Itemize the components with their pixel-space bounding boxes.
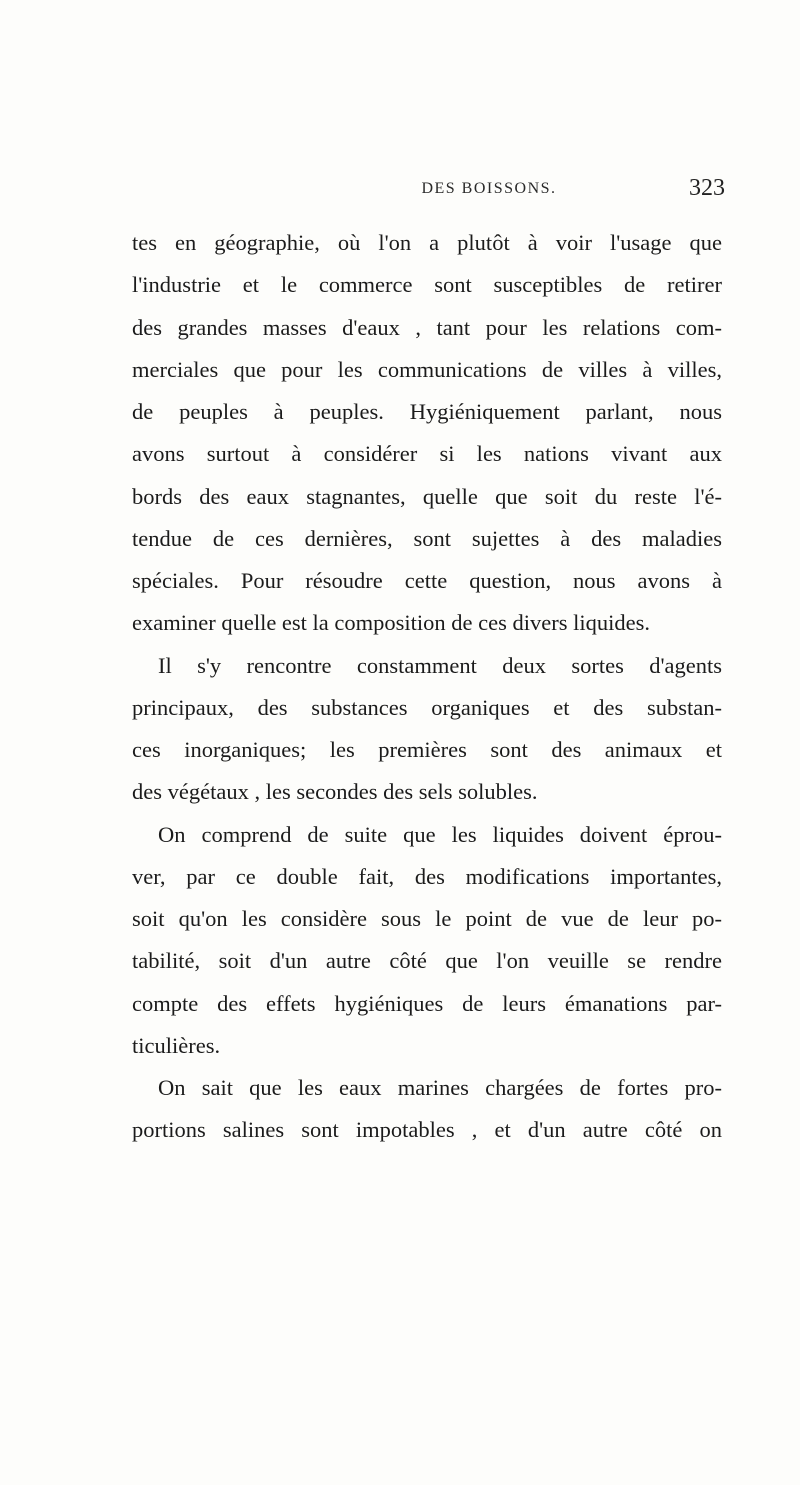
text-line: spéciales. Pour résoudre cette question, nous avons à (132, 568, 722, 593)
text-line: principaux, des substances organiques et des substan- (132, 694, 722, 720)
text-line: tes en géographie, où l'on a plutôt à voir l'usage que (132, 230, 722, 255)
text-line: merciales que pour les communications de villes à villes, (132, 356, 722, 382)
text-line: avons surtout à considérer si les nations vivant aux (132, 441, 722, 467)
text-line: Il s'y rencontre constamment deux sortes d'agents (158, 652, 722, 678)
body-text (132, 222, 722, 1152)
text-line: de peuples à peuples. Hygiéniquement parlant, nous (132, 399, 722, 424)
text-line: On comprend de suite que les liquides doivent éprou- (158, 821, 722, 847)
text-line: bords des eaux stagnantes, quelle que soit du reste l'é- (132, 483, 722, 509)
text-line: ces inorganiques; les premières sont des animaux et (132, 737, 722, 762)
text-line: l'industrie et le commerce sont susceptibles de retirer (132, 272, 722, 298)
text-line: des végétaux , les secondes des sels solubles. (132, 779, 538, 805)
text-line: compte des effets hygiéniques de leurs émanations par- (132, 990, 722, 1016)
text-line: tendue de ces dernières, sont sujettes à des maladies (132, 525, 722, 551)
text-line: examiner quelle est la composition de ces divers liquides. (132, 610, 650, 636)
text-line: ver, par ce double fait, des modifications importantes, (132, 863, 722, 889)
text-line: ticulières. (132, 1032, 221, 1058)
text-line: portions salines sont impotables , et d'un autre côté on (132, 1117, 722, 1143)
text-line: des grandes masses d'eaux , tant pour les relations com- (132, 314, 722, 340)
text-line: soit qu'on les considère sous le point de vue de leur po- (132, 906, 722, 931)
text-line: On sait que les eaux marines chargées de fortes pro- (158, 1075, 722, 1100)
text-line: tabilité, soit d'un autre côté que l'on veuille se rendre (132, 948, 722, 974)
page-number: 323 (689, 175, 725, 201)
running-title: DES BOISSONS. (421, 180, 557, 197)
running-head (253, 174, 725, 204)
